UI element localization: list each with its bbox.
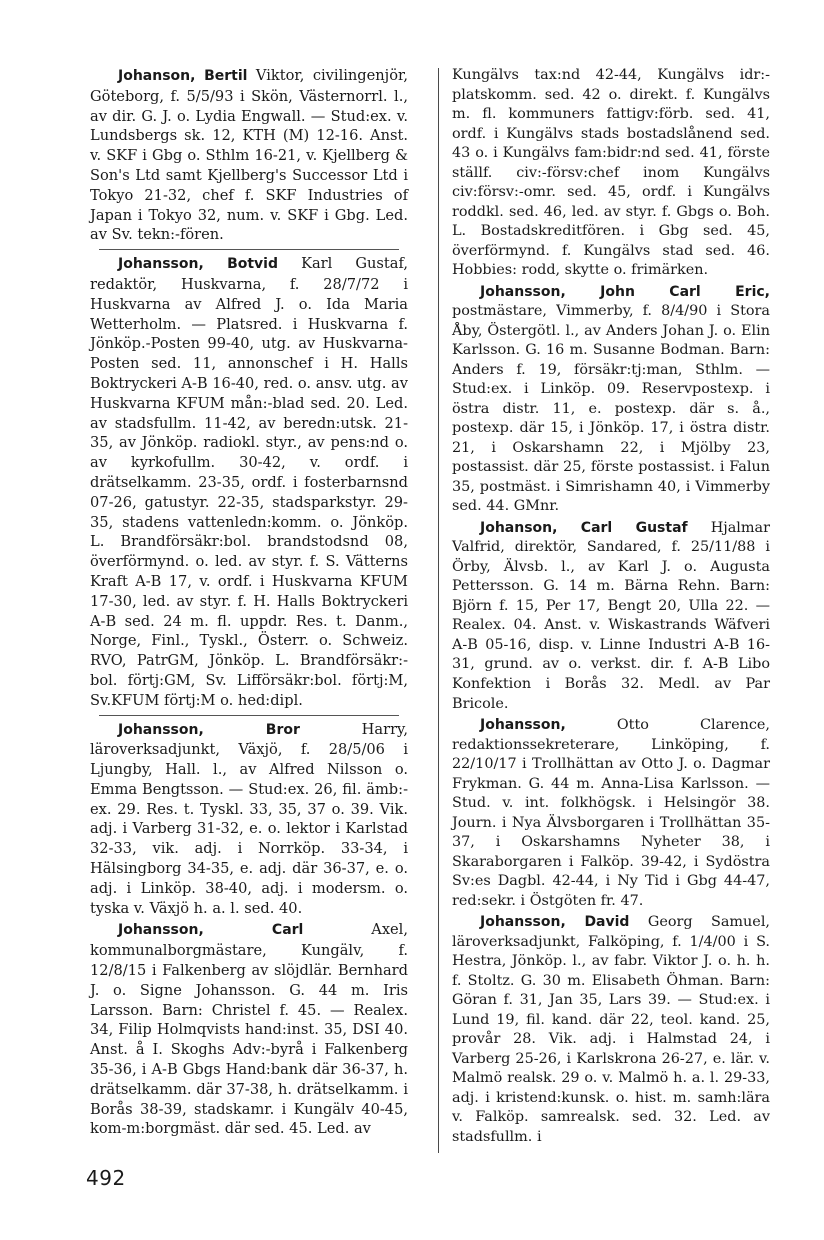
left-column	[90, 66, 408, 1141]
entry-name: Johansson, John Carl Eric,	[480, 283, 770, 300]
entry-separator	[99, 715, 399, 716]
entry-name: Johansson, Bror	[118, 721, 300, 738]
biography-entry	[452, 519, 770, 714]
entry-separator	[99, 249, 399, 250]
right-column	[452, 66, 770, 1149]
entry-text: Karl Gustaf, redaktör, Huskvarna, f. 28/7/72 i Huskvarna av Alfred J. o. Ida Maria Wetterholm. — Platsred. i Huskvarna f. Jönköp.-Posten 99-40, utg. av Huskvarna-Posten sed. 11, annonschef i H. Halls Boktryckeri A-B 16-40, red. o. ansv. utg. av Huskvarna KFUM mån:-blad sed. 20. Led. av stadsfullm. 11-42, av beredn:utsk. 21-35, av Jönköp. radiokl. styr., av pens:nd o. av kyrkofullm. 30-42, v. ordf. i drätselkamm. 23-35, ordf. i fosterbarnsnd 07-26, gatustyr. 22-35, stadsparkstyr. 29-35, stadens vattenledn:komm. o. Jönköp. L. Brandförsäkr:bol. brandstodsnd 08, överförmynd. o. led. av styr. f. S. Vätterns Kraft A-B 17, v. ordf. i Huskvarna KFUM 17-30, led. av styr. f. H. Halls Boktryckeri A-B sed. 24 m. fl. uppdr. Res. t. Danm., Norge, Finl., Tyskl., Österr. o. Schweiz. RVO, PatrGM, Jönköp. L. Brandförsäkr:-bol. förtj:GM, Sv. Lifförsäkr:bol. förtj:M, Sv.KFUM förtj:M o. hed:dipl.	[90, 255, 408, 709]
entry-name: Johansson, Carl	[118, 922, 304, 939]
entry-text: Otto Clarence, redaktionssekreterare, Linköping, f. 22/10/17 i Trollhättan av Otto J. o. Dagmar Frykman. G. 44 m. Anna-Lisa Karlsson. — Stud. v. int. folkhögsk. i Helsingör 38. Journ. i Nya Älvsborgaren i Trollhättan 35-37, i Oskarshamns Nyheter 38, i Skaraborgaren i Falköp. 39-42, i Sydöstra Sv:es Dagbl. 42-44, i Ny Tid i Gbg 44-47, red:sekr. i Östgöten fr. 47.	[452, 717, 770, 909]
entry-text: postmästare, Vimmerby, f. 8/4/90 i Stora Åby, Östergötl. l., av Anders Johan J. o. Elin Karlsson. G. 16 m. Susanne Bodman. Barn: Anders f. 19, försäkr:tj:man, Sthlm. — Stud:ex. i Linköp. 09. Reservpostexp. i östra distr. 11, e. postexp. där s. å., postexp. där 15, i Jönköp. 17, i östra distr. 21, i Oskarshamn 22, i Mjölby 23, postassist. där 25, förste postassist. i Falun 35, postmäst. i Simrishamn 40, i Vimmerby sed. 44. GMnr.	[452, 303, 770, 515]
entry-name: Johanson, Bertil	[118, 68, 248, 84]
biography-entry	[452, 913, 770, 1147]
entry-text: Kungälvs tax:nd 42-44, Kungälvs idr:-platskomm. sed. 42 o. direkt. f. Kungälvs m. fl. kommuners fattigv:förb. sed. 41, ordf. i Kungälvs stads bostadslånend sed. 43 o. i Kungälvs fam:bidr:nd sed. 41, förste ställf. civ:-försv:chef inom Kungälvs civ:försv:-omr. sed. 45, ordf. i Kungälvs roddkl. sed. 46, led. av styr. f. Gbgs o. Boh. L. Bostadskreditfören. i Gbg sed. 45, överförmynd. f. Kungälvs stad sed. 46. Hobbies: rodd, skytte o. frimärken.	[452, 67, 770, 279]
entry-name: Johansson,	[480, 717, 566, 734]
biography-entry	[90, 720, 408, 919]
biography-entry	[90, 66, 408, 245]
entry-name: Johansson, Botvid	[118, 256, 278, 273]
entry-text: Axel, kommunalborgmästare, Kungälv, f. 12/8/15 i Falkenberg av slöjdlär. Bernhard J. o. Signe Johansson. G. 44 m. Iris Larsson. Barn: Christel f. 45. — Realex. 34, Filip Holmqvists hand:inst. 35, DSI 40. Anst. å I. Skoghs Adv:-byrå i Falkenberg 35-36, i A-B Gbgs Hand:bank där 36-37, h. drätselkamm. där 37-38, h. drätselkamm. i Borås 38-39, stadskamr. i Kungälv 40-45, kom-m:borgmäst. där sed. 45. Led. av	[90, 921, 408, 1138]
entry-text: Viktor, civilingenjör, Göteborg, f. 5/5/93 i Skön, Västernorrl. l., av dir. G. J. o. Lydia Engwall. — Stud:ex. v. Lundsbergs sk. 12, KTH (M) 12-16. Anst. v. SKF i Gbg o. Sthlm 16-21, v. Kjellberg & Son's Ltd samt Kjellberg's Successor Ltd i Tokyo 21-32, chef f. SKF Industries of Japan i Tokyo 32, num. v. SKF i Gbg. Led. av Sv. tekn:-fören.	[90, 67, 408, 244]
entry-name: Johanson, Carl Gustaf	[480, 519, 688, 536]
entry-name: Johansson, David	[480, 914, 630, 931]
biography-entry	[452, 283, 770, 517]
column-divider	[438, 68, 439, 1153]
biography-entry-continuation	[452, 66, 770, 281]
entry-text: Georg Samuel, läroverksadjunkt, Falköping, f. 1/4/00 i S. Hestra, Jönköp. l., av fabr. Viktor J. o. h. h. f. Stoltz. G. 30 m. Elisabeth Öhman. Barn: Göran f. 31, Jan 35, Lars 39. — Stud:ex. i Lund 19, fil. kand. där 22, teol. kand. 25, provår 28. Vik. adj. i Halmstad 24, i Varberg 25-26, i Karlskrona 26-27, e. lär. v. Malmö realsk. 29 o. v. Malmö h. a. l. 29-33, adj. i kristend:kunsk. o. hist. m. samh:lära v. Falköp. samrealsk. sed. 32. Led. av stadsfullm. i	[452, 914, 771, 1145]
page-number: 492	[86, 1166, 126, 1190]
entry-text: Hjalmar Valfrid, direktör, Sandared, f. 25/11/88 i Örby, Älvsb. l., av Karl J. o. Augusta Pettersson. G. 14 m. Bärna Rehn. Barn: Björn f. 15, Per 17, Bengt 20, Ulla 22. — Realex. 04. Anst. v. Wiskastrands Wäfveri A-B 05-16, disp. v. Linne Industri A-B 16-31, grund. av o. verkst. dir. f. A-B Libo Konfektion i Borås 32. Medl. av Par Bricole.	[452, 519, 771, 712]
biography-entry	[90, 254, 408, 710]
biography-entry	[90, 920, 408, 1139]
biography-entry	[452, 716, 770, 911]
entry-text: Harry, läroverksadjunkt, Växjö, f. 28/5/06 i Ljungby, Hall. l., av Alfred Nilsson o. Emma Bengtsson. — Stud:ex. 26, fil. ämb:-ex. 29. Res. t. Tyskl. 33, 35, 37 o. 39. Vik. adj. i Varberg 31-32, e. o. lektor i Karlstad 32-33, vik. adj. i Norrköp. 33-34, i Hälsingborg 34-35, e. adj. där 36-37, e. o. adj. i Linköp. 38-40, adj. i modersm. o. tyska v. Växjö h. a. l. sed. 40.	[90, 720, 408, 917]
